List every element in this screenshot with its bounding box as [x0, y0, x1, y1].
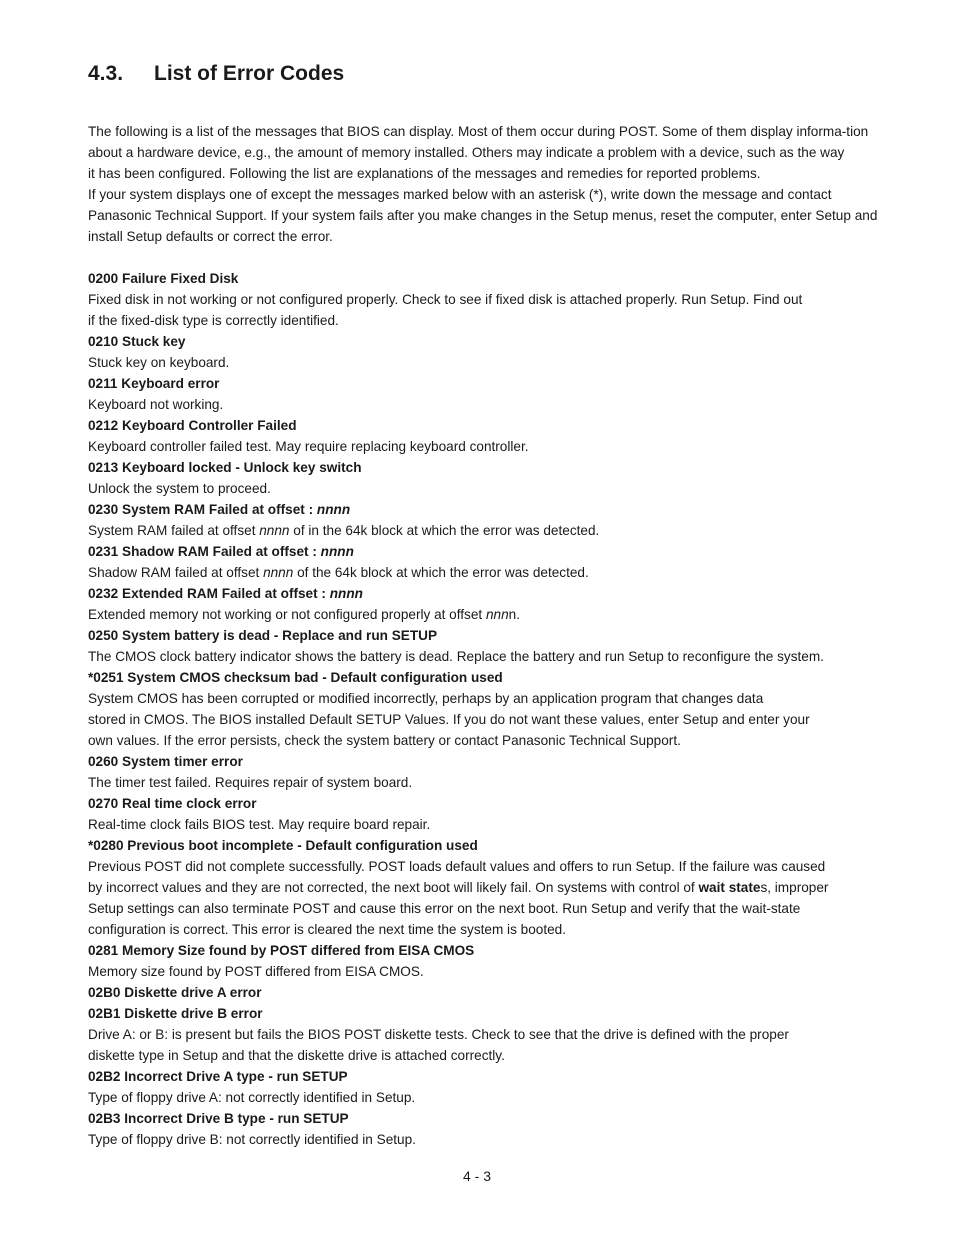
error-description: [88, 856, 918, 940]
error-code-title: 0213 Keyboard locked - Unlock key switch: [88, 460, 362, 475]
error-entry: [88, 331, 918, 373]
page-number: 4 - 3: [462, 1168, 491, 1184]
error-description: Type of floppy drive A: not correctly identified in Setup.: [88, 1090, 416, 1105]
description-line: if the fixed-disk type is correctly identified.: [88, 313, 339, 328]
description-text: System RAM failed at offset: [88, 523, 260, 538]
description-text: Shadow RAM failed at offset: [88, 565, 264, 580]
title-text: 0232 Extended RAM Failed at offset :: [88, 586, 330, 601]
description-text: by incorrect values and they are not corrected, the next boot will likely fail. On systems with control of: [88, 880, 699, 895]
error-code-title: 0200 Failure Fixed Disk: [88, 271, 239, 286]
error-entry: [88, 415, 918, 457]
error-code-title: 0212 Keyboard Controller Failed: [88, 418, 297, 433]
error-code-title: [88, 541, 918, 562]
description-line: Fixed disk in not working or not configured properly. Check to see if fixed disk is attached properly. Run Setup. Find out: [88, 292, 803, 307]
description-line: [88, 877, 918, 898]
error-description: [88, 520, 918, 541]
error-code-title: [88, 499, 918, 520]
error-entry: [88, 793, 918, 835]
error-code-title: 0211 Keyboard error: [88, 376, 220, 391]
title-variable: nnnn: [320, 544, 354, 559]
error-entry: [88, 625, 918, 667]
description-line: diskette type in Setup and that the diskette drive is attached correctly.: [88, 1048, 505, 1063]
error-code-list: [88, 268, 918, 1150]
error-entry: [88, 982, 918, 1003]
description-emphasis: wait state: [698, 880, 761, 895]
description-line: Previous POST did not complete successfully. POST loads default values and offers to run Setup. If the failure was caused: [88, 859, 826, 874]
error-entry: [88, 268, 918, 331]
error-code-title: *0280 Previous boot incomplete - Default configuration used: [88, 838, 478, 853]
error-entry: [88, 541, 918, 583]
title-text: 0231 Shadow RAM Failed at offset :: [88, 544, 321, 559]
description-text: of in the 64k block at which the error was detected.: [289, 523, 600, 538]
error-description: Real-time clock fails BIOS test. May require board repair.: [88, 817, 431, 832]
title-text: 0230 System RAM Failed at offset :: [88, 502, 317, 517]
error-entry: [88, 1003, 918, 1066]
intro-line: it has been configured. Following the list are explanations of the messages and remedies for reported problems.: [88, 166, 761, 181]
error-description: Memory size found by POST differed from EISA CMOS.: [88, 964, 424, 979]
error-description: [88, 604, 918, 625]
error-entry: [88, 940, 918, 982]
description-variable: nnnn: [263, 565, 294, 580]
error-code-title: 02B0 Diskette drive A error: [88, 985, 262, 1000]
description-text: Extended memory not working or not configured properly at offset: [88, 607, 486, 622]
description-text: n.: [508, 607, 520, 622]
section-title: List of Error Codes: [154, 62, 345, 85]
error-code-title: 0260 System timer error: [88, 754, 243, 769]
error-code-title: 0210 Stuck key: [88, 334, 186, 349]
description-line: System CMOS has been corrupted or modified incorrectly, perhaps by an application program that changes data: [88, 691, 764, 706]
error-description: [88, 562, 918, 583]
error-code-title: 02B2 Incorrect Drive A type - run SETUP: [88, 1069, 348, 1084]
intro-line: about a hardware device, e.g., the amount of memory installed. Others may indicate a problem with a device, such as the way: [88, 145, 845, 160]
error-description: Type of floppy drive B: not correctly identified in Setup.: [88, 1132, 416, 1147]
error-description: Unlock the system to proceed.: [88, 481, 271, 496]
error-description: The CMOS clock battery indicator shows the battery is dead. Replace the battery and run Setup to reconfigure the system.: [88, 649, 824, 664]
error-code-title: [88, 583, 918, 604]
title-variable: nnnn: [329, 586, 363, 601]
title-variable: nnnn: [316, 502, 351, 517]
description-line: own values. If the error persists, check the system battery or contact Panasonic Technical Support.: [88, 733, 681, 748]
section-heading: [88, 58, 918, 90]
error-entry: [88, 667, 918, 751]
error-description: The timer test failed. Requires repair of system board.: [88, 775, 413, 790]
error-entry: [88, 373, 918, 415]
error-entry: [88, 835, 918, 940]
intro-line: Panasonic Technical Support. If your system fails after you make changes in the Setup menus, reset the computer, enter Setup and: [88, 208, 878, 223]
intro-line: The following is a list of the messages that BIOS can display. Most of them occur during POST. Some of them display informa-tion: [88, 124, 869, 139]
error-description: [88, 1024, 918, 1066]
description-line: stored in CMOS. The BIOS installed Default SETUP Values. If you do not want these values, enter Setup and enter your: [88, 712, 810, 727]
error-description: [88, 289, 918, 331]
description-text: s, improper: [760, 880, 829, 895]
description-line: configuration is correct. This error is cleared the next time the system is booted.: [88, 922, 567, 937]
error-description: Keyboard controller failed test. May require replacing keyboard controller.: [88, 439, 529, 454]
description-line: Drive A: or B: is present but fails the BIOS POST diskette tests. Check to see that the drive is defined with the proper: [88, 1027, 789, 1042]
error-code-title: 02B1 Diskette drive B error: [88, 1006, 263, 1021]
error-entry: [88, 1066, 918, 1108]
error-entry: [88, 457, 918, 499]
document-page: [88, 58, 918, 1150]
description-variable: nnnn: [259, 523, 290, 538]
error-entry: [88, 1108, 918, 1150]
error-code-title: 0250 System battery is dead - Replace and run SETUP: [88, 628, 438, 643]
intro-paragraph: [88, 121, 918, 247]
intro-line: If your system displays one of except the messages marked below with an asterisk (*), write down the message and contact: [88, 187, 832, 202]
section-number: 4.3.: [88, 62, 124, 85]
error-description: Stuck key on keyboard.: [88, 355, 230, 370]
error-code-title: 02B3 Incorrect Drive B type - run SETUP: [88, 1111, 349, 1126]
error-code-title: *0251 System CMOS checksum bad - Default configuration used: [88, 670, 503, 685]
error-code-title: 0270 Real time clock error: [88, 796, 257, 811]
error-entry: [88, 583, 918, 625]
intro-line: install Setup defaults or correct the error.: [88, 229, 333, 244]
error-entry: [88, 751, 918, 793]
description-line: Setup settings can also terminate POST and cause this error on the next boot. Run Setup and verify that the wait-state: [88, 901, 801, 916]
description-text: of the 64k block at which the error was detected.: [293, 565, 589, 580]
error-description: Keyboard not working.: [88, 397, 224, 412]
error-code-title: 0281 Memory Size found by POST differed from EISA CMOS: [88, 943, 475, 958]
error-entry: [88, 499, 918, 541]
description-variable: nnn: [485, 607, 509, 622]
error-description: [88, 688, 918, 751]
